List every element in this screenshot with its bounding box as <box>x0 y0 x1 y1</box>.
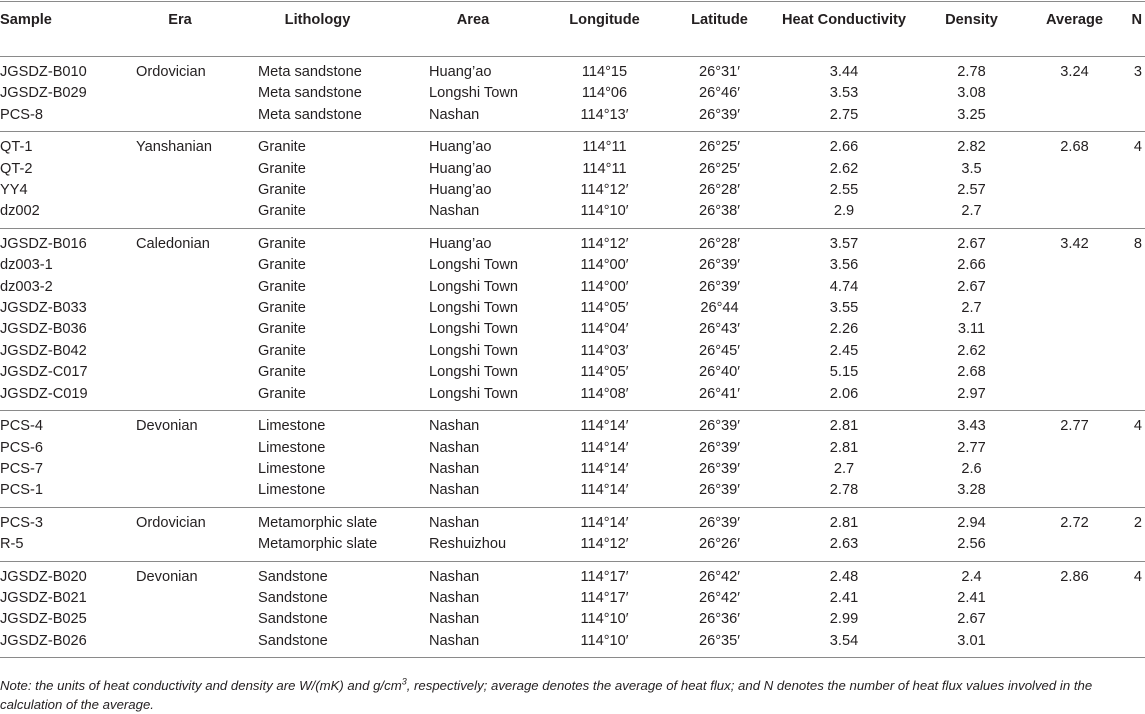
cell-sample: QT-2 <box>0 160 33 177</box>
cell-era <box>128 159 232 180</box>
cell-longitude: 114°14′ <box>580 514 629 531</box>
table-row <box>0 105 1145 132</box>
cell-era: Devonian <box>136 418 198 435</box>
cell-average <box>1028 362 1121 383</box>
cell-density: 3.11 <box>957 321 986 338</box>
table-row <box>0 459 1145 480</box>
header-area: Area <box>403 2 543 57</box>
cell-latitude: 26°25′ <box>698 139 741 156</box>
cell-area: Nashan <box>429 106 480 123</box>
footnote-text: Note: the units of heat conductivity and density are W/(mK) and g/cm <box>0 678 402 693</box>
cell-average: 3.24 <box>1060 64 1089 80</box>
cell-average: 2.86 <box>1060 568 1089 585</box>
cell-sample: PCS-6 <box>0 439 43 456</box>
cell-density: 2.97 <box>957 385 986 402</box>
cell-density: 2.77 <box>957 439 986 456</box>
header-n: N <box>1121 2 1145 57</box>
cell-latitude: 26°25′ <box>698 160 741 177</box>
row-group <box>0 411 1145 508</box>
table-row <box>0 159 1145 180</box>
cell-latitude: 26°40′ <box>698 364 741 381</box>
cell-average <box>1028 609 1121 630</box>
cell-density: 2.4 <box>961 568 982 585</box>
cell-density: 3.08 <box>957 85 986 102</box>
cell-lithology: Granite <box>258 182 306 199</box>
cell-conductivity: 2.63 <box>829 536 859 553</box>
header-longitude: Longitude <box>543 2 666 57</box>
cell-conductivity: 2.62 <box>829 160 859 177</box>
cell-density: 2.82 <box>957 139 986 156</box>
cell-sample: PCS-8 <box>0 106 43 123</box>
cell-average <box>1028 438 1121 459</box>
cell-area: Longshi Town <box>429 278 518 295</box>
cell-era <box>128 83 232 104</box>
header-average: Average <box>1028 2 1121 57</box>
cell-conductivity: 5.15 <box>829 364 859 381</box>
table-row <box>0 57 1145 84</box>
cell-era: Devonian <box>136 568 198 585</box>
cell-era <box>128 255 232 276</box>
cell-n: 2 <box>1133 514 1142 531</box>
cell-sample: dz002 <box>0 203 40 220</box>
header-heat-conductivity: Heat Conductivity <box>773 2 915 57</box>
cell-longitude: 114°00′ <box>580 257 629 274</box>
cell-density: 3.43 <box>957 418 986 435</box>
cell-average <box>1028 180 1121 201</box>
cell-era: Yanshanian <box>136 139 213 156</box>
cell-lithology: Granite <box>258 321 306 338</box>
cell-n <box>1121 255 1145 276</box>
cell-n <box>1121 480 1145 507</box>
cell-n <box>1121 83 1145 104</box>
table-row <box>0 319 1145 340</box>
table-row <box>0 534 1145 561</box>
cell-n <box>1121 298 1145 319</box>
cell-density: 2.66 <box>957 257 986 274</box>
cell-longitude: 114°11 <box>582 139 627 156</box>
cell-density: 2.78 <box>957 64 986 80</box>
cell-area: Nashan <box>429 418 480 435</box>
cell-density: 2.56 <box>957 536 986 553</box>
header-density: Density <box>915 2 1028 57</box>
cell-latitude: 26°42′ <box>698 589 741 606</box>
cell-latitude: 26°45′ <box>698 342 741 359</box>
cell-area: Huang’ao <box>429 235 492 252</box>
cell-lithology: Limestone <box>258 460 326 477</box>
cell-sample: PCS-3 <box>0 514 43 531</box>
cell-lithology: Sandstone <box>258 632 328 649</box>
cell-conductivity: 2.78 <box>829 482 859 499</box>
table-row <box>0 362 1145 383</box>
cell-lithology: Limestone <box>258 439 326 456</box>
cell-lithology: Granite <box>258 300 306 317</box>
cell-area: Nashan <box>429 514 480 531</box>
cell-latitude: 26°35′ <box>698 632 741 649</box>
cell-lithology: Granite <box>258 235 306 252</box>
cell-lithology: Sandstone <box>258 589 328 606</box>
table-row <box>0 384 1145 411</box>
cell-density: 3.25 <box>957 106 986 123</box>
cell-sample: JGSDZ-B036 <box>0 321 87 338</box>
cell-sample: JGSDZ-B010 <box>0 64 87 80</box>
cell-era <box>128 609 232 630</box>
cell-average <box>1028 319 1121 340</box>
table-row <box>0 438 1145 459</box>
table-row <box>0 180 1145 201</box>
cell-area: Longshi Town <box>429 257 518 274</box>
cell-density: 2.67 <box>957 278 986 295</box>
header-latitude: Latitude <box>666 2 773 57</box>
table-row <box>0 255 1145 276</box>
cell-n <box>1121 159 1145 180</box>
cell-sample: JGSDZ-B021 <box>0 589 87 606</box>
cell-conductivity: 2.9 <box>833 203 855 220</box>
cell-sample: JGSDZ-B029 <box>0 85 87 102</box>
cell-lithology: Limestone <box>258 418 326 435</box>
cell-area: Longshi Town <box>429 385 518 402</box>
cell-area: Longshi Town <box>429 300 518 317</box>
cell-n: 4 <box>1133 139 1142 156</box>
cell-lithology: Granite <box>258 257 306 274</box>
table-row <box>0 588 1145 609</box>
cell-longitude: 114°03′ <box>580 342 629 359</box>
cell-density: 2.62 <box>957 342 986 359</box>
cell-era <box>128 588 232 609</box>
cell-conductivity: 2.48 <box>829 568 859 585</box>
cell-longitude: 114°10′ <box>580 203 629 220</box>
cell-longitude: 114°17′ <box>580 589 629 606</box>
cell-area: Nashan <box>429 203 480 220</box>
cell-conductivity: 2.66 <box>829 139 859 156</box>
table-row <box>0 277 1145 298</box>
cell-sample: JGSDZ-C017 <box>0 364 88 381</box>
cell-conductivity: 2.41 <box>829 589 859 606</box>
cell-latitude: 26°44 <box>700 300 739 317</box>
cell-density: 2.68 <box>957 364 986 381</box>
cell-average <box>1028 298 1121 319</box>
cell-longitude: 114°14′ <box>580 482 629 499</box>
cell-conductivity: 2.99 <box>829 611 859 628</box>
cell-n <box>1121 341 1145 362</box>
cell-average <box>1028 631 1121 658</box>
cell-n <box>1121 534 1145 561</box>
row-group <box>0 57 1145 132</box>
cell-density: 2.57 <box>957 182 986 199</box>
cell-era <box>128 341 232 362</box>
cell-latitude: 26°39′ <box>698 418 741 435</box>
footnote-superscript: 3 <box>401 676 407 687</box>
cell-era <box>128 180 232 201</box>
cell-conductivity: 3.44 <box>829 64 859 80</box>
cell-n <box>1121 588 1145 609</box>
cell-average <box>1028 277 1121 298</box>
cell-density: 3.01 <box>957 632 986 649</box>
cell-n <box>1121 180 1145 201</box>
table-row <box>0 298 1145 319</box>
cell-longitude: 114°05′ <box>580 364 629 381</box>
cell-average <box>1028 459 1121 480</box>
cell-longitude: 114°14′ <box>580 418 629 435</box>
cell-era <box>128 459 232 480</box>
cell-average: 2.68 <box>1060 139 1089 156</box>
cell-density: 2.94 <box>957 514 986 531</box>
cell-era: Ordovician <box>136 64 206 80</box>
cell-conductivity: 2.75 <box>829 106 859 123</box>
cell-era <box>128 480 232 507</box>
cell-area: Nashan <box>429 482 480 499</box>
cell-lithology: Granite <box>258 278 306 295</box>
cell-average <box>1028 341 1121 362</box>
cell-area: Nashan <box>429 632 480 649</box>
cell-era <box>128 298 232 319</box>
cell-era <box>128 384 232 411</box>
cell-lithology: Granite <box>258 203 306 220</box>
cell-latitude: 26°39′ <box>698 460 741 477</box>
cell-lithology: Granite <box>258 364 306 381</box>
cell-conductivity: 2.45 <box>829 342 859 359</box>
cell-latitude: 26°38′ <box>698 203 741 220</box>
cell-sample: YY4 <box>0 182 28 199</box>
header-era: Era <box>128 2 232 57</box>
cell-longitude: 114°05′ <box>580 300 629 317</box>
cell-longitude: 114°12′ <box>580 235 629 252</box>
cell-area: Nashan <box>429 611 480 628</box>
heat-conductivity-table <box>0 1 1145 658</box>
table-row <box>0 507 1145 534</box>
cell-lithology: Granite <box>258 160 306 177</box>
cell-conductivity: 3.55 <box>829 300 859 317</box>
cell-sample: dz003-2 <box>0 278 53 295</box>
cell-lithology: Granite <box>258 342 306 359</box>
cell-latitude: 26°39′ <box>698 278 741 295</box>
cell-area: Nashan <box>429 589 480 606</box>
cell-era <box>128 277 232 298</box>
cell-lithology: Granite <box>258 385 306 402</box>
cell-longitude: 114°13′ <box>580 106 629 123</box>
cell-n <box>1121 438 1145 459</box>
table-row <box>0 631 1145 658</box>
table-row <box>0 132 1145 159</box>
cell-conductivity: 2.55 <box>829 182 859 199</box>
cell-area: Longshi Town <box>429 342 518 359</box>
cell-average <box>1028 105 1121 132</box>
cell-n <box>1121 105 1145 132</box>
cell-longitude: 114°12′ <box>580 536 629 553</box>
table-footnote <box>0 676 1140 714</box>
row-group <box>0 228 1145 410</box>
cell-conductivity: 3.53 <box>829 85 859 102</box>
cell-area: Huang’ao <box>429 64 492 80</box>
cell-average: 2.72 <box>1060 514 1089 531</box>
cell-latitude: 26°26′ <box>698 536 741 553</box>
cell-average <box>1028 384 1121 411</box>
cell-latitude: 26°41′ <box>698 385 741 402</box>
cell-era <box>128 319 232 340</box>
cell-conductivity: 2.81 <box>829 418 859 435</box>
cell-average <box>1028 159 1121 180</box>
cell-average <box>1028 83 1121 104</box>
table-header <box>0 2 1145 57</box>
cell-sample: PCS-4 <box>0 418 43 435</box>
cell-era <box>128 105 232 132</box>
table-row <box>0 201 1145 228</box>
cell-conductivity: 2.06 <box>829 385 859 402</box>
header-lithology: Lithology <box>232 2 403 57</box>
cell-conductivity: 3.56 <box>829 257 859 274</box>
cell-n: 8 <box>1133 235 1142 252</box>
cell-density: 2.67 <box>957 611 986 628</box>
cell-era <box>128 362 232 383</box>
cell-latitude: 26°42′ <box>698 568 741 585</box>
cell-n: 3 <box>1133 64 1142 80</box>
cell-conductivity: 2.7 <box>833 460 855 477</box>
cell-latitude: 26°39′ <box>698 514 741 531</box>
cell-longitude: 114°11 <box>582 160 627 177</box>
cell-longitude: 114°06 <box>581 85 628 102</box>
cell-lithology: Meta sandstone <box>258 64 362 80</box>
table-row <box>0 561 1145 588</box>
cell-area: Huang’ao <box>429 139 492 156</box>
cell-area: Longshi Town <box>429 364 518 381</box>
cell-longitude: 114°15 <box>581 64 628 80</box>
cell-n <box>1121 362 1145 383</box>
cell-longitude: 114°10′ <box>580 632 629 649</box>
cell-average <box>1028 588 1121 609</box>
cell-sample: JGSDZ-B020 <box>0 568 87 585</box>
cell-sample: JGSDZ-B016 <box>0 235 87 252</box>
cell-density: 2.67 <box>957 235 986 252</box>
cell-latitude: 26°31′ <box>698 64 741 80</box>
cell-conductivity: 2.26 <box>829 321 859 338</box>
cell-area: Huang’ao <box>429 182 492 199</box>
cell-sample: JGSDZ-B042 <box>0 342 87 359</box>
cell-n <box>1121 631 1145 658</box>
cell-longitude: 114°14′ <box>580 439 629 456</box>
cell-average: 3.42 <box>1060 235 1089 252</box>
cell-conductivity: 3.54 <box>829 632 859 649</box>
cell-era <box>128 631 232 658</box>
cell-longitude: 114°10′ <box>580 611 629 628</box>
cell-sample: PCS-1 <box>0 482 43 499</box>
cell-area: Longshi Town <box>429 85 518 102</box>
cell-average <box>1028 534 1121 561</box>
cell-era <box>128 438 232 459</box>
cell-latitude: 26°36′ <box>698 611 741 628</box>
cell-era <box>128 534 232 561</box>
cell-era: Ordovician <box>136 514 206 531</box>
cell-lithology: Metamorphic slate <box>258 536 378 553</box>
cell-lithology: Sandstone <box>258 611 328 628</box>
row-group <box>0 561 1145 658</box>
cell-lithology: Metamorphic slate <box>258 514 378 531</box>
table-row <box>0 480 1145 507</box>
cell-conductivity: 4.74 <box>829 278 859 295</box>
cell-n: 4 <box>1133 568 1142 585</box>
cell-era <box>128 201 232 228</box>
cell-density: 2.7 <box>961 203 982 220</box>
table-row <box>0 411 1145 438</box>
cell-n <box>1121 319 1145 340</box>
cell-latitude: 26°39′ <box>698 482 741 499</box>
cell-density: 2.7 <box>961 300 982 317</box>
cell-sample: R-5 <box>0 536 24 553</box>
cell-latitude: 26°43′ <box>698 321 741 338</box>
cell-longitude: 114°04′ <box>580 321 629 338</box>
cell-n: 4 <box>1133 418 1142 435</box>
cell-latitude: 26°28′ <box>698 182 741 199</box>
cell-conductivity: 2.81 <box>829 439 859 456</box>
table-row <box>0 83 1145 104</box>
cell-average <box>1028 255 1121 276</box>
cell-density: 3.28 <box>957 482 986 499</box>
cell-latitude: 26°39′ <box>698 106 741 123</box>
cell-density: 2.6 <box>961 460 982 477</box>
cell-lithology: Meta sandstone <box>258 85 362 102</box>
cell-latitude: 26°39′ <box>698 257 741 274</box>
cell-area: Nashan <box>429 460 480 477</box>
cell-sample: JGSDZ-B026 <box>0 632 87 649</box>
cell-sample: QT-1 <box>0 139 33 156</box>
cell-lithology: Sandstone <box>258 568 328 585</box>
cell-n <box>1121 459 1145 480</box>
cell-conductivity: 2.81 <box>829 514 859 531</box>
cell-density: 3.5 <box>961 160 982 177</box>
header-sample: Sample <box>0 2 128 57</box>
cell-longitude: 114°00′ <box>580 278 629 295</box>
cell-sample: JGSDZ-B025 <box>0 611 87 628</box>
cell-lithology: Limestone <box>258 482 326 499</box>
cell-conductivity: 3.57 <box>829 235 859 252</box>
cell-longitude: 114°08′ <box>580 385 629 402</box>
cell-n <box>1121 201 1145 228</box>
cell-latitude: 26°46′ <box>698 85 741 102</box>
cell-n <box>1121 384 1145 411</box>
row-group <box>0 507 1145 561</box>
cell-era: Caledonian <box>136 235 210 252</box>
cell-sample: PCS-7 <box>0 460 43 477</box>
cell-area: Nashan <box>429 568 480 585</box>
row-group <box>0 132 1145 229</box>
cell-area: Longshi Town <box>429 321 518 338</box>
cell-longitude: 114°14′ <box>580 460 629 477</box>
cell-latitude: 26°28′ <box>698 235 741 252</box>
table-row <box>0 228 1145 255</box>
table-row <box>0 609 1145 630</box>
cell-density: 2.41 <box>957 589 986 606</box>
cell-lithology: Meta sandstone <box>258 106 362 123</box>
cell-area: Nashan <box>429 439 480 456</box>
cell-average <box>1028 480 1121 507</box>
cell-sample: dz003-1 <box>0 257 53 274</box>
cell-area: Reshuizhou <box>429 536 507 553</box>
cell-sample: JGSDZ-C019 <box>0 385 88 402</box>
cell-n <box>1121 609 1145 630</box>
cell-area: Huang’ao <box>429 160 492 177</box>
cell-sample: JGSDZ-B033 <box>0 300 87 317</box>
cell-n <box>1121 277 1145 298</box>
cell-longitude: 114°17′ <box>580 568 629 585</box>
cell-longitude: 114°12′ <box>580 182 629 199</box>
cell-latitude: 26°39′ <box>698 439 741 456</box>
cell-lithology: Granite <box>258 139 306 156</box>
footnote-text-rest: , respectively; average denotes the average of heat flux; and N denotes the number of heat flux values involved in the calculation of the average. <box>0 678 1093 712</box>
cell-average: 2.77 <box>1060 418 1089 435</box>
table-row <box>0 341 1145 362</box>
cell-average <box>1028 201 1121 228</box>
